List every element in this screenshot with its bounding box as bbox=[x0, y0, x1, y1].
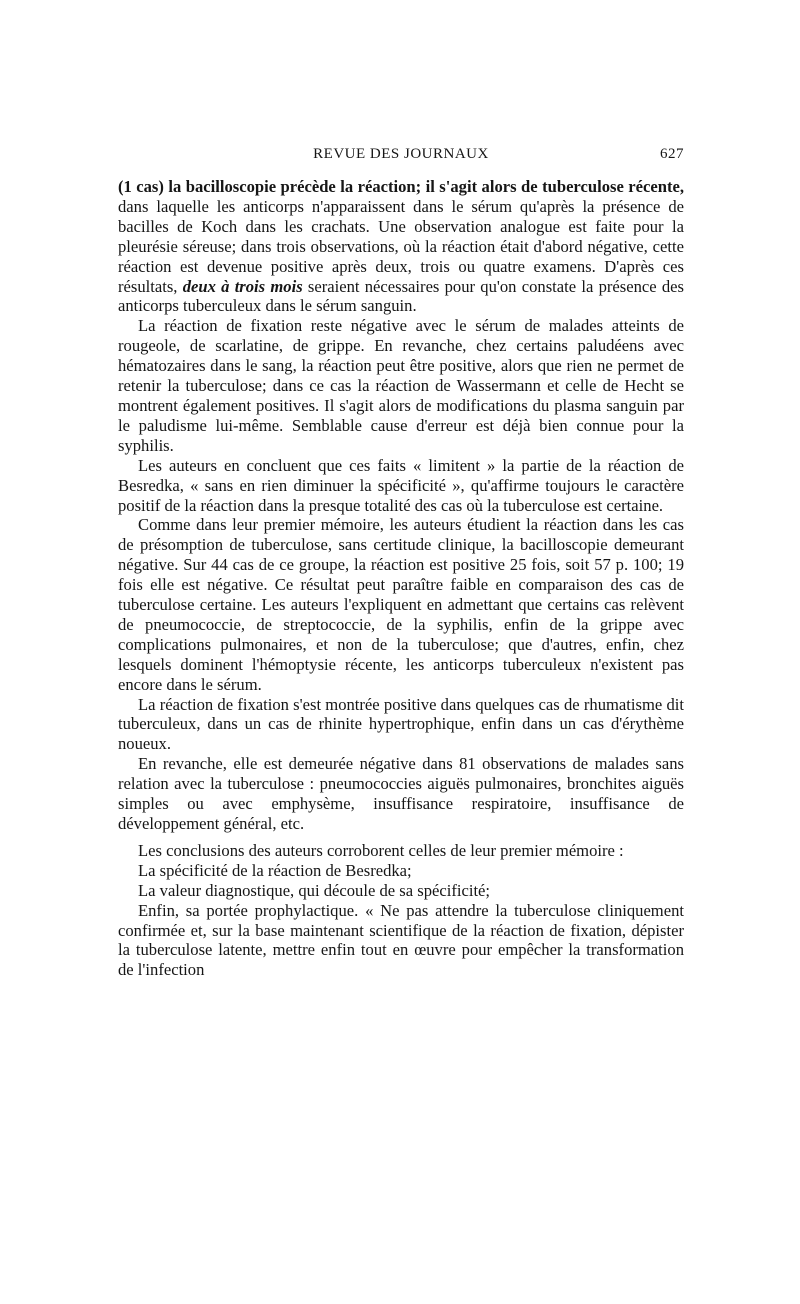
paragraph-7: Les conclusions des auteurs corroborent celles de leur premier mémoire : bbox=[138, 840, 624, 860]
paragraph-1-italic: deux à trois mois bbox=[182, 276, 303, 296]
paragraph-8: La spécificité de la réaction de Besredka; bbox=[138, 860, 412, 880]
paragraph-2: La réaction de fixation reste négative avec le sérum de malades atteints de rougeole, de scarlatine, de grippe. En revanche, chez certains paludéens avec hématozaires dans le sang, la réaction peut être positive, alors que rien ne permet de retenir la tuberculose; dans ce cas la réaction de Wassermann et celle de Hecht se montrent également positives. Il s'agit alors de modifications du plasma sanguin par le paludisme lui-même. Semblable cause d'erreur est déjà bien connue pour la syphilis. bbox=[118, 316, 684, 455]
paragraph-5: La réaction de fixation s'est montrée positive dans quelques cas de rhumatisme dit tuberculeux, dans un cas de rhinite hypertrophique, enfin dans un cas d'érythème noueux. bbox=[118, 694, 684, 754]
paragraph-6: En revanche, elle est demeurée négative dans 81 observations de malades sans relation avec la tuberculose : pneumococcies aiguës pulmonaires, bronchites aiguës simples ou avec emphysème, insuffisance respiratoire, insuffisance de développement général, etc. bbox=[118, 754, 684, 833]
paragraph-4: Comme dans leur premier mémoire, les auteurs étudient la réaction dans les cas de présomption de tuberculose, sans certitude clinique, la bacilloscopie demeurant négative. Sur 44 cas de ce groupe, la réaction est positive 25 fois, soit 57 p. 100; 19 fois elle est négative. Ce résultat peut paraître faible en comparaison des cas de tuberculose certaine. Les auteurs l'expliquent en admettant que certains cas relèvent de pneumococcie, de streptococcie, de la syphilis, enfin de la grippe avec complications pulmonaires, et non de la tuberculose; que d'autres, enfin, chez lesquels dominent l'hémoptysie récente, les anticorps tuberculeux n'existent pas encore dans le sérum. bbox=[118, 515, 684, 694]
paragraph-9: La valeur diagnostique, qui découle de sa spécificité; bbox=[138, 880, 491, 900]
page-number: 627 bbox=[660, 146, 684, 162]
paragraph-10: Enfin, sa portée prophylactique. « Ne pas attendre la tuberculose cliniquement confirmée et, sur la base maintenant scientifique de la réaction de fixation, dépister la tuberculose latente, mettre enfin tout en œuvre pour empêcher la transformation de l'infection bbox=[118, 900, 684, 980]
running-head bbox=[118, 146, 684, 166]
paragraph-1 bbox=[118, 177, 684, 316]
paragraph-1-text: dans laquelle les anticorps n'apparaissent dans le sérum qu'après la présence de bacilles de Koch dans les crachats. Une observation analogue est faite pour la pleurésie séreuse; dans trois observations, où la réaction était d'abord négative, cette réaction est devenue positive après deux, trois ou quatre examens. D'après ces résultats, bbox=[118, 196, 684, 296]
running-title: REVUE DES JOURNAUX bbox=[313, 146, 489, 162]
paragraph-1-bold-lead: (1 cas) la bacilloscopie précède la réaction; il s'agit alors de tuberculose récente, bbox=[118, 177, 684, 196]
paragraph-1-tail: seraient nécessaires pour qu'on constate la présence des anticorps tuberculeux dans le sérum sanguin. bbox=[118, 276, 684, 316]
paragraph-3: Les auteurs en concluent que ces faits « limitent » la partie de la réaction de Besredka, « sans en rien diminuer la spécificité », qu'affirme toujours le caractère positif de la réaction dans la presque totalité des cas où la tuberculose est certaine. bbox=[118, 455, 684, 515]
article-body bbox=[118, 177, 684, 980]
